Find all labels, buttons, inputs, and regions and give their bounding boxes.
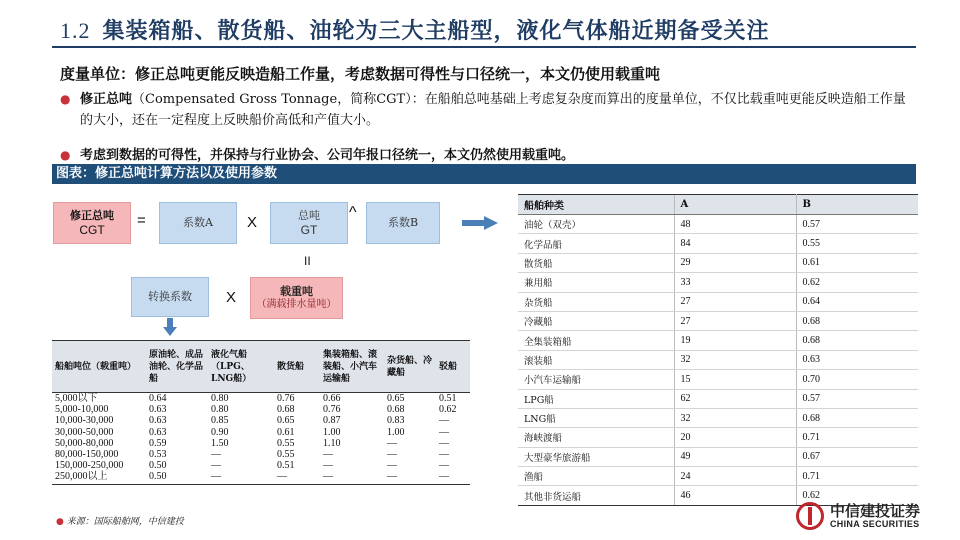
section-number: 1.2 [60, 18, 91, 43]
table-cell: 0.62 [439, 404, 457, 416]
col-header: A [674, 195, 796, 215]
table-cell: 46 [674, 486, 796, 505]
table-cell: LPG船 [518, 389, 674, 408]
table-cell: 29 [674, 253, 796, 272]
gt-box [270, 202, 348, 244]
table-cell: 0.80 [211, 393, 229, 404]
table-header-row [52, 341, 470, 393]
figure-caption: 图表：修正总吨计算方法以及使用参数 [52, 164, 916, 184]
table-row [518, 253, 918, 272]
bullet-dwt [60, 145, 910, 166]
table-row [52, 404, 470, 415]
table-cell: 0.62 [796, 273, 918, 292]
table-cell: 0.55 [277, 437, 295, 449]
table-cell: 1.10 [323, 437, 341, 449]
table-cell: LNG船 [518, 408, 674, 427]
table-cell: 27 [674, 311, 796, 330]
table-cell: 0.51 [439, 393, 457, 404]
table-cell: — [208, 471, 274, 484]
table-cell: 冷藏船 [518, 311, 674, 330]
table-cell: 1.00 [323, 426, 341, 438]
table-cell: 0.64 [149, 393, 167, 404]
table-cell: 0.55 [796, 234, 918, 253]
cgt-label-en: CGT [79, 223, 105, 237]
arrow-right-icon [462, 216, 498, 230]
multiply-sign: X [247, 214, 258, 231]
table-row [52, 471, 470, 484]
bullet-dwt-text: 考虑到数据的可得性，并保持与行业协会、公司年报口径统一，本文仍然使用载重吨。 [80, 148, 575, 163]
table-row [518, 292, 918, 311]
table-cell: — [439, 460, 449, 472]
table-cell: 0.66 [323, 393, 341, 404]
col-header: 船舶种类 [518, 195, 674, 215]
table-cell: 0.68 [277, 404, 295, 416]
cgt-label-cn: 修正总吨 [70, 209, 114, 222]
table-cell: 32 [674, 350, 796, 369]
conversion-coefficient-table [52, 340, 470, 485]
arrow-down-icon [163, 318, 177, 336]
table-cell: — [323, 449, 333, 461]
title-text: 集装箱船、散货船、油轮为三大主船型，液化气体船近期备受关注 [102, 18, 770, 44]
title-divider [52, 46, 916, 48]
table-row [518, 273, 918, 292]
table-cell: 1.50 [211, 437, 229, 449]
equals-vertical: II [304, 254, 311, 268]
table-cell: 0.90 [211, 426, 229, 438]
col-header: 驳船 [436, 341, 470, 393]
table-cell: 24 [674, 467, 796, 486]
bullet-cgt [60, 89, 910, 131]
col-header: 杂货船、冷藏船 [384, 341, 436, 393]
table-cell: — [387, 460, 397, 472]
table-cell: 渔船 [518, 467, 674, 486]
col-header: 船舶吨位（载重吨） [52, 341, 146, 393]
coefficient-ab-table [518, 194, 918, 506]
table-row [518, 467, 918, 486]
table-cell: 0.57 [796, 215, 918, 234]
table-cell: 0.63 [796, 350, 918, 369]
gt-label-cn: 总吨 [298, 209, 320, 222]
bullet-dot-icon: ● [60, 148, 71, 162]
bullet-dot-icon: ● [56, 517, 64, 527]
table-cell: — [323, 460, 333, 472]
dwt-box [250, 277, 343, 319]
table-cell: 15 [674, 370, 796, 389]
table-cell: 27 [674, 292, 796, 311]
table-cell: 滚装船 [518, 350, 674, 369]
table-cell: 0.85 [211, 415, 229, 427]
table-cell: 0.55 [277, 449, 295, 461]
table-cell: 20 [674, 428, 796, 447]
table-cell: 0.61 [277, 426, 295, 438]
table-cell: 0.76 [323, 404, 341, 416]
table-cell: — [436, 471, 470, 484]
table-row [52, 438, 470, 449]
table-cell: 化学品船 [518, 234, 674, 253]
table-row [518, 370, 918, 389]
table-cell: 0.67 [796, 447, 918, 466]
table-cell: 50,000-80,000 [55, 437, 114, 449]
table-row [518, 389, 918, 408]
col-header: 原油轮、成品油轮、化学品船 [146, 341, 208, 393]
table-cell: 80,000-150,000 [55, 449, 119, 461]
logo-cn: 中信建投证券 [830, 502, 921, 520]
table-cell: 0.71 [796, 428, 918, 447]
source-note [56, 514, 184, 527]
table-row [518, 331, 918, 350]
table-cell: 0.68 [796, 331, 918, 350]
table-cell: 其他非货运船 [518, 486, 674, 505]
multiply-sign-2: X [226, 289, 237, 306]
table-row [52, 415, 470, 426]
table-cell: 散货船 [518, 253, 674, 272]
table-cell: 0.71 [796, 467, 918, 486]
table-cell: 0.59 [149, 437, 167, 449]
table-row [518, 408, 918, 427]
table-row [518, 234, 918, 253]
table-cell: 0.50 [149, 460, 167, 472]
table-cell: 海峡渡船 [518, 428, 674, 447]
table-cell: 0.70 [796, 370, 918, 389]
col-header: B [796, 195, 918, 215]
table-cell: 32 [674, 408, 796, 427]
table-cell: 0.68 [796, 408, 918, 427]
table-cell: — [387, 449, 397, 461]
subheading: 度量单位：修正总吨更能反映造船工作量，考虑数据可得性与口径统一，本文仍使用载重吨 [60, 65, 661, 83]
table-cell: 全集装箱船 [518, 331, 674, 350]
table-cell: — [439, 426, 449, 438]
table-cell: 84 [674, 234, 796, 253]
table-cell: 0.83 [387, 415, 405, 427]
page-title [60, 14, 770, 45]
coefficient-a-label: 系数A [183, 216, 213, 229]
conversion-factor-box [131, 277, 209, 317]
table-row [52, 449, 470, 460]
table-cell: 5,000以下 [55, 393, 98, 404]
table-cell: 0.51 [277, 460, 295, 472]
table-row [518, 311, 918, 330]
table-row [52, 393, 470, 405]
table-cell: — [439, 437, 449, 449]
table-cell: 大型豪华旅游船 [518, 447, 674, 466]
company-logo [796, 500, 926, 534]
table-row [518, 350, 918, 369]
table-cell: 30,000-50,000 [55, 426, 114, 438]
col-header: 液化气船（LPG、LNG船） [208, 341, 274, 393]
table-cell: 0.62 [796, 486, 918, 505]
table-cell: 0.65 [387, 393, 405, 404]
table-cell: 62 [674, 389, 796, 408]
table-cell: — [387, 437, 397, 449]
table-cell: 0.68 [387, 404, 405, 416]
table-cell: — [211, 449, 221, 461]
table-cell: — [439, 415, 449, 427]
table-cell: 0.76 [277, 393, 295, 404]
table-cell: 0.65 [277, 415, 295, 427]
table-cell: 油轮（双壳） [518, 215, 674, 234]
table-cell: 小汽车运输船 [518, 370, 674, 389]
col-header: 集装箱船、滚装船、小汽车运输船 [320, 341, 384, 393]
table-cell: 0.64 [796, 292, 918, 311]
table-cell: 0.87 [323, 415, 341, 427]
table-cell: 杂货船 [518, 292, 674, 311]
table-cell: 19 [674, 331, 796, 350]
power-sign: ^ [349, 204, 357, 221]
table-cell: 33 [674, 273, 796, 292]
table-header-row [518, 195, 918, 215]
table-cell: — [384, 471, 436, 484]
table-cell: — [320, 471, 384, 484]
bullet-cgt-text: （Compensated Gross Tonnage，简称CGT）：在船舶总吨基础上考虑复杂度而算出的度量单位，不仅比载重吨更能反映造船工作量的大小，还在一定程度上反映船价高低和产值大小。 [80, 92, 906, 128]
table-cell: — [439, 449, 449, 461]
col-header: 散货船 [274, 341, 320, 393]
coefficient-a-box [159, 202, 237, 244]
conversion-factor-label: 转换系数 [148, 290, 192, 303]
table-cell: 5,000-10,000 [55, 404, 109, 416]
table-cell: 兼用船 [518, 273, 674, 292]
logo-mark-icon [796, 502, 824, 530]
table-cell: 150,000-250,000 [55, 460, 124, 472]
table-row [518, 215, 918, 234]
table-row [52, 460, 470, 471]
table-cell: 0.57 [796, 389, 918, 408]
table-cell: 0.63 [149, 426, 167, 438]
source-text: 来源：国际船舶网，中信建投 [66, 517, 184, 527]
dwt-label: 载重吨 [280, 285, 313, 298]
table-cell: 10,000-30,000 [55, 415, 114, 427]
table-row [518, 447, 918, 466]
table-cell: — [274, 471, 320, 484]
table-row [518, 428, 918, 447]
table-cell: 250,000以上 [52, 471, 146, 484]
table-cell: 0.68 [796, 311, 918, 330]
table-cell: 0.50 [146, 471, 208, 484]
table-row [52, 427, 470, 438]
table-cell: 1.00 [387, 426, 405, 438]
table-cell: 0.61 [796, 253, 918, 272]
coefficient-b-label: 系数B [387, 216, 419, 229]
dwt-note: （满载排水量吨） [256, 299, 337, 310]
table-cell: 0.80 [211, 404, 229, 416]
table-cell: 0.53 [149, 449, 167, 461]
equals-sign: = [137, 212, 146, 229]
logo-en: CHINA SECURITIES [830, 519, 920, 529]
table-cell: — [211, 460, 221, 472]
coefficient-b-box [366, 202, 440, 244]
table-cell: 48 [674, 215, 796, 234]
cgt-box [53, 202, 131, 244]
bullet-dot-icon: ● [60, 92, 71, 106]
bullet-cgt-term: 修正总吨 [80, 92, 133, 107]
table-cell: 0.63 [149, 404, 167, 416]
table-cell: 49 [674, 447, 796, 466]
gt-label-en: GT [300, 223, 318, 237]
table-cell: 0.63 [149, 415, 167, 427]
